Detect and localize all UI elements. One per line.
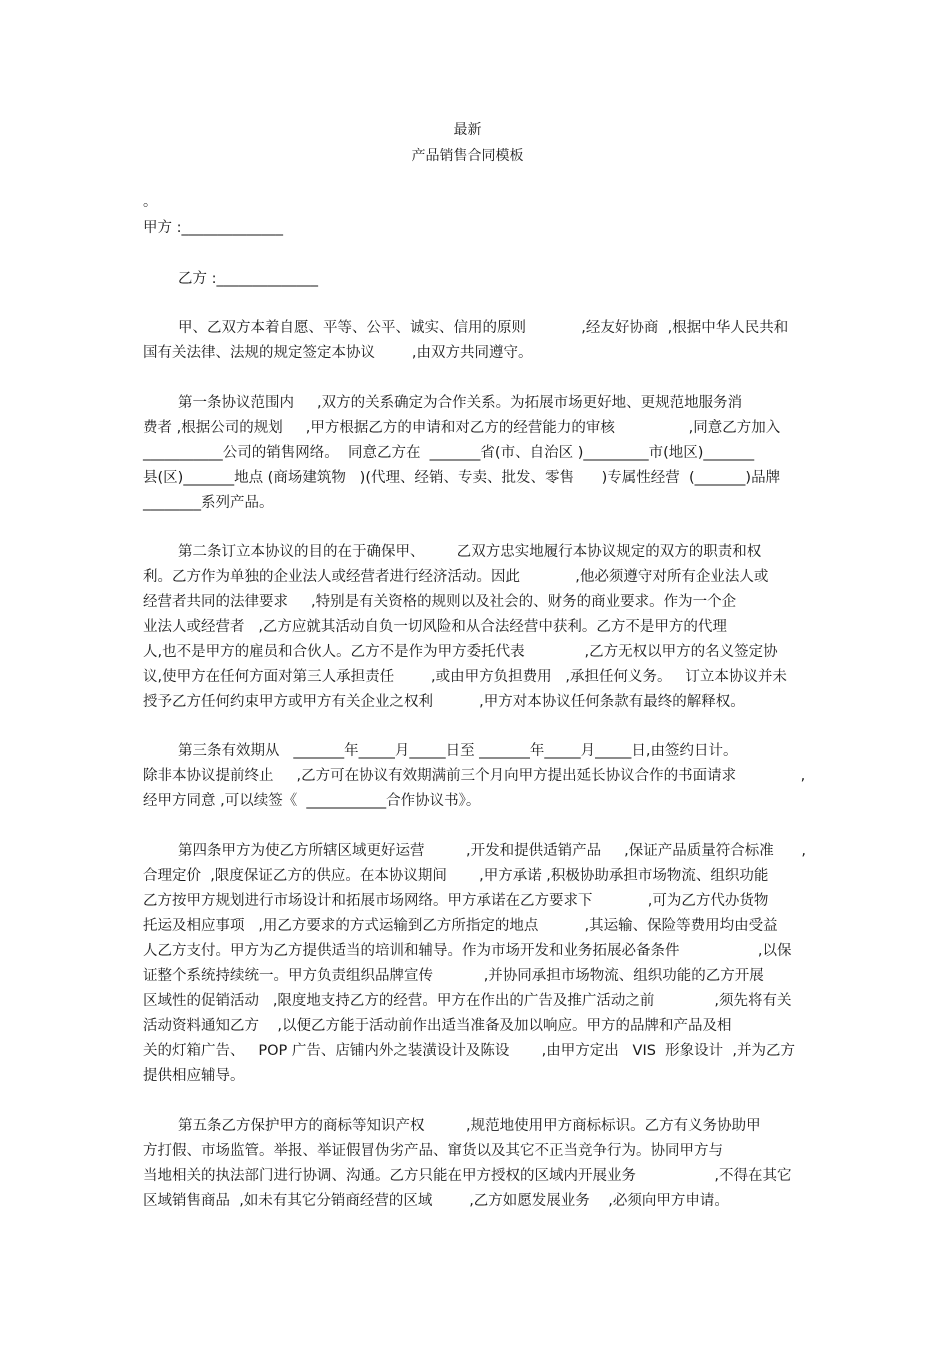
article1-line: 费者 ,根据公司的规划 ,甲方根据乙方的申请和对乙方的经营能力的审核 ,同意乙方加入 — [143, 420, 781, 436]
document-heading: 最新 — [453, 122, 482, 138]
article4-line: 托运及相应事项 ,用乙方要求的方式运输到乙方所指定的地点 ,其运输、保险等费用均由受益 — [143, 918, 778, 934]
article2-line: 人,也不是甲方的雇员和合伙人。乙方不是作为甲方委托代表 ,乙方无权以甲方的名义签定协 — [143, 644, 778, 660]
article3-line: 经甲方同意 ,可以续签《 ___________合作协议书》。 — [143, 793, 481, 809]
article4-line: 证整个系统持续统一。甲方负责组织品牌宣传 ,并协同承担市场物流、组织功能的乙方开展 — [143, 968, 764, 984]
article2-line: 议,使甲方在任何方面对第三人承担责任 ,或由甲方负担费用 ,承担任何义务。 订立本协议并未 — [143, 669, 787, 685]
article4-line: 第四条甲方为使乙方所辖区域更好运营 ,开发和提供适销产品 ,保证产品质量符合标准 , — [178, 843, 807, 859]
article5-line: 第五条乙方保护甲方的商标等知识产权 ,规范地使用甲方商标标识。乙方有义务协助甲 — [178, 1118, 761, 1134]
article5-line: 方打假、市场监管。举报、举证假冒伪劣产品、窜货以及其它不正当竞争行为。协同甲方与 — [143, 1143, 723, 1159]
article1-line: 第一条协议范围内 ,双方的关系确定为合作关系。为拓展市场更好地、更规范地服务消 — [178, 395, 743, 411]
article4-line: 人乙方支付。甲方为乙方提供适当的培训和辅导。作为市场开发和业务拓展必备条件 ,以保 — [143, 943, 792, 959]
party-b-line: 乙方 :______________ — [178, 271, 318, 287]
punctuation-mark: 。 — [143, 194, 157, 210]
article1-line: ___________公司的销售网络。 同意乙方在 _______省(市、自治区 )_________市(地区)_______ — [143, 445, 755, 461]
article1-line: 县(区)_______地点 (商场建筑物 )(代理、经销、专卖、批发、零售 )专属性经营 (_______)品牌 — [143, 470, 781, 486]
intro-line: 国有关法律、法规的规定签定本协议 ,由双方共同遵守。 — [143, 345, 533, 361]
article4-line: 提供相应辅导。 — [143, 1068, 245, 1084]
document-title: 产品销售合同模板 — [411, 148, 524, 164]
article4-line: 合理定价 ,限度保证乙方的供应。在本协议期间 ,甲方承诺 ,积极协助承担市场物流、组织功能 — [143, 868, 769, 884]
article2-line: 利。乙方作为单独的企业法人或经营者进行经济活动。因此 ,他必须遵守对所有企业法人或 — [143, 569, 769, 585]
article4-line: 活动资料通知乙方 ,以便乙方能于活动前作出适当准备及加以响应。甲方的品牌和产品及相 — [143, 1018, 732, 1034]
article3-line: 第三条有效期从 _______年_____月_____日至 _______年_____月_____日,由签约日计。 — [178, 743, 738, 759]
intro-line: 甲、乙双方本着自愿、平等、公平、诚实、信用的原则 ,经友好协商 ,根据中华人民共和 — [178, 320, 789, 336]
party-a-line: 甲方 :______________ — [143, 220, 283, 236]
article4-line: 乙方按甲方规划进行市场设计和拓展市场网络。甲方承诺在乙方要求下 ,可为乙方代办货物 — [143, 893, 769, 909]
article2-line: 经营者共同的法律要求 ,特别是有关资格的规则以及社会的、财务的商业要求。作为一个企 — [143, 594, 737, 610]
article4-line: 区域性的促销活动 ,限度地支持乙方的经营。甲方在作出的广告及推广活动之前 ,须先将有关 — [143, 993, 792, 1009]
article1-line: ________系列产品。 — [143, 495, 274, 511]
article2-line: 第二条订立本协议的目的在于确保甲、 乙双方忠实地履行本协议规定的双方的职责和权 — [178, 544, 762, 560]
article5-line: 区域销售商品 ,如未有其它分销商经营的区域 ,乙方如愿发展业务 ,必须向甲方申请。 — [143, 1193, 729, 1209]
article3-line: 除非本协议提前终止 ,乙方可在协议有效期满前三个月向甲方提出延长协议合作的书面请求 , — [143, 768, 806, 784]
article2-line: 业法人或经营者 ,乙方应就其活动自负一切风险和从合法经营中获利。乙方不是甲方的代理 — [143, 619, 727, 635]
article4-line: 关的灯箱广告、 POP 广告、店铺内外之装潢设计及陈设 ,由甲方定出 VIS 形象设计 ,并为乙方 — [143, 1043, 795, 1059]
article2-line: 授予乙方任何约束甲方或甲方有关企业之权利 ,甲方对本协议任何条款有最终的解释权。 — [143, 694, 745, 710]
article5-line: 当地相关的执法部门进行协调、沟通。乙方只能在甲方授权的区域内开展业务 ,不得在其它 — [143, 1168, 792, 1184]
